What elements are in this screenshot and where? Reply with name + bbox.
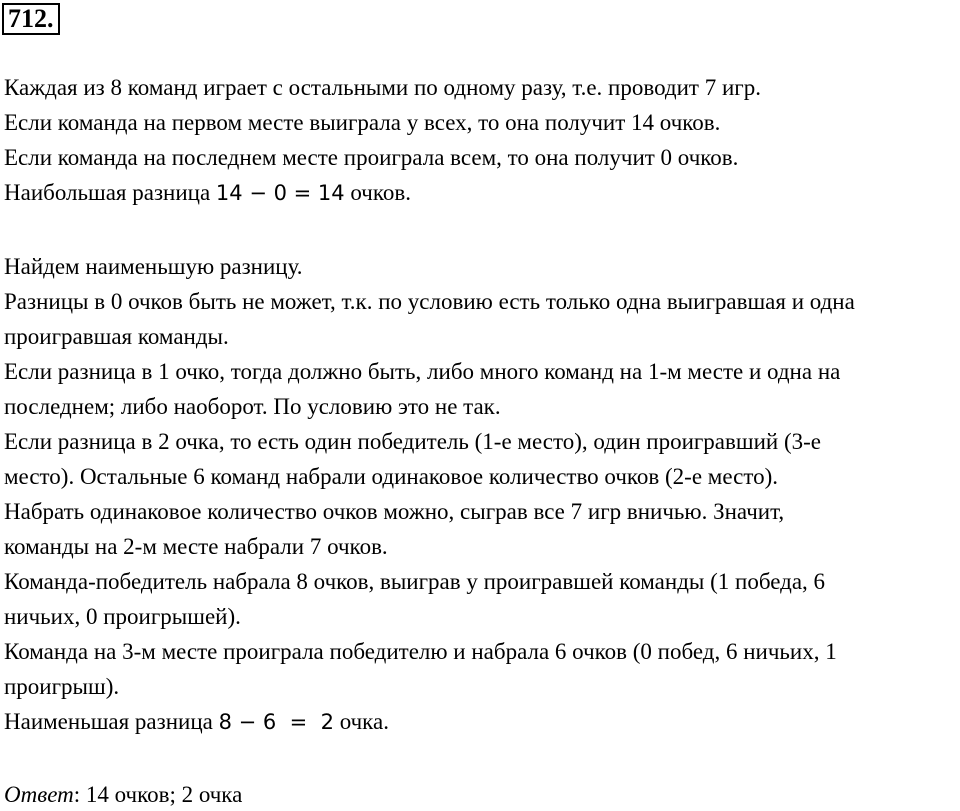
max-difference-line (4, 178, 411, 208)
answer-label: Ответ (4, 782, 74, 807)
text-line: Если команда на последнем месте проиграла всем, то она получит 0 очков. (4, 145, 739, 170)
text-line: Если разница в 2 очка, то есть один победитель (1-е место), один проигравший (3-е (4, 429, 821, 454)
problem-number: 712. (2, 3, 60, 35)
answer-text: : 14 очков; 2 очка (73, 782, 243, 807)
text-line: ничьих, 0 проигрышей). (4, 604, 241, 629)
text-line: Найдем наименьшую разницу. (4, 254, 303, 279)
text-line: команды на 2-м месте набрали 7 очков. (4, 534, 388, 559)
max-difference-prefix: Наибольшая разница (4, 180, 216, 205)
max-difference-suffix: очков. (344, 180, 411, 205)
text-line: место). Остальные 6 команд набрали одинаковое количество очков (2-е место). (4, 464, 778, 489)
min-difference-formula: 8 − 6 = 2 (218, 710, 334, 734)
text-line: Команда на 3-м месте проиграла победителю и набрала 6 очков (0 побед, 6 ничьих, 1 (4, 639, 837, 664)
min-difference-line (4, 707, 389, 737)
min-difference-prefix: Наименьшая разница (4, 709, 219, 734)
text-line: Если команда на первом месте выиграла у всех, то она получит 14 очков. (4, 110, 721, 135)
text-line: проигрыш). (4, 674, 120, 699)
max-difference-formula: 14 − 0 = 14 (215, 181, 345, 205)
text-line: Каждая из 8 команд играет с остальными по одному разу, т.е. проводит 7 игр. (4, 75, 761, 100)
answer-line (4, 780, 242, 810)
text-line: Разницы в 0 очков быть не может, т.к. по условию есть только одна выигравшая и одна (4, 289, 855, 314)
text-line: проигравшая команды. (4, 324, 229, 349)
min-difference-suffix: очка. (333, 709, 389, 734)
text-line: последнем; либо наоборот. По условию это не так. (4, 394, 501, 419)
text-line: Набрать одинаковое количество очков можно, сыграв все 7 игр вничью. Значит, (4, 499, 785, 524)
text-line: Команда-победитель набрала 8 очков, выиграв у проигравшей команды (1 победа, 6 (4, 569, 826, 594)
text-line: Если разница в 1 очко, тогда должно быть, либо много команд на 1-м месте и одна на (4, 359, 841, 384)
